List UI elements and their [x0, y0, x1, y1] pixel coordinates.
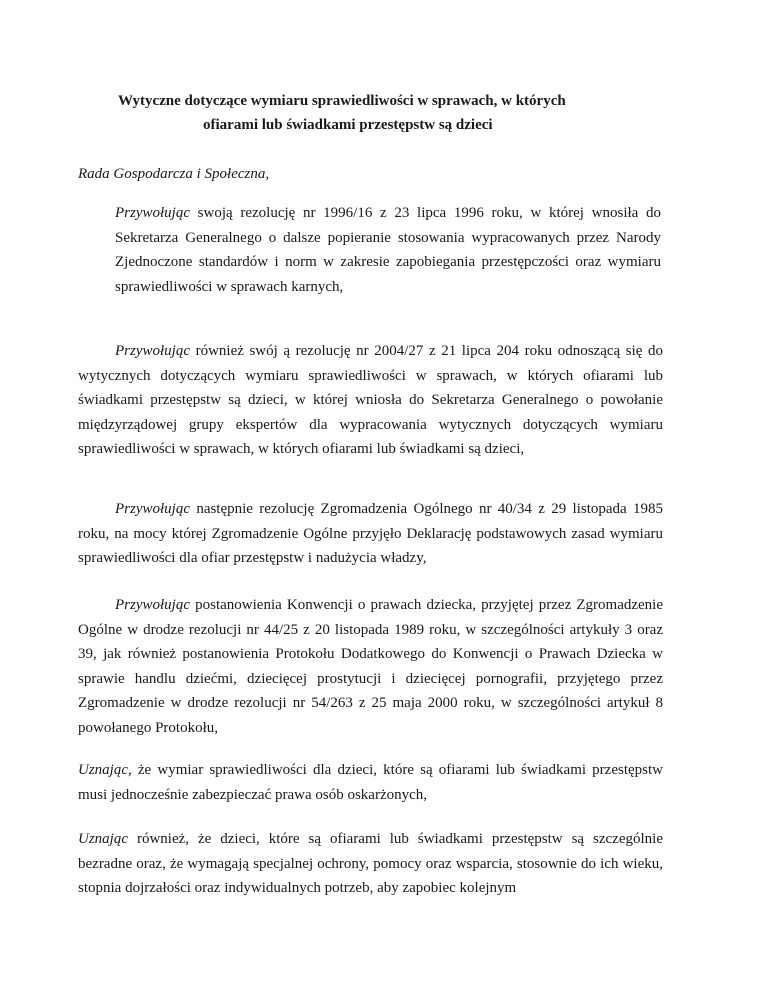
paragraph-2-text: również swój ą rezolucję nr 2004/27 z 21 lipca 204 roku odnoszącą się do wytycznych dotyczących wymiaru sprawiedliwości w sprawach, w których ofiarami lub świadkami przestępstw są dzieci, w której wniosła do Sekretarza Generalnego o powołanie międzyrządowej grupy ekspertów dla wypracowania wytycznych dotyczących wymiaru sprawiedliwości w sprawach, w których ofiarami lub świadkami są dzieci, — [78, 343, 663, 457]
paragraph-1-text: swoją rezolucję nr 1996/16 z 23 lipca 1996 roku, w której wnosiła do Sekretarza Generalnego o dalsze popieranie stosowania wypracowanych przez Narody Zjednoczone standardów i norm w zakresie zapobiegania przestępczości oraz wymiaru sprawiedliwości w sprawach karnych, — [115, 205, 661, 295]
paragraph-6-lead: Uznając — [78, 831, 128, 847]
paragraph-1-lead: Przywołując — [115, 205, 190, 221]
paragraph-3-lead: Przywołując — [115, 501, 190, 517]
paragraph-6 — [78, 827, 663, 901]
paragraph-4 — [78, 593, 663, 740]
paragraph-3-text: następnie rezolucję Zgromadzenia Ogólnego nr 40/34 z 29 listopada 1985 roku, na mocy której Zgromadzenie Ogólne przyjęło Deklarację podstawowych zasad wymiaru sprawiedliwości dla ofiar przestępstw i nadużycia władzy, — [78, 501, 663, 566]
paragraph-2-lead: Przywołując — [115, 343, 190, 359]
paragraph-5-text: że wymiar sprawiedliwości dla dzieci, które są ofiarami lub świadkami przestępstw musi jednocześnie zabezpieczać prawa osób oskarżonych, — [78, 762, 663, 803]
paragraph-2 — [78, 339, 663, 462]
paragraph-4-lead: Przywołując — [115, 597, 190, 613]
council-name: Rada Gospodarcza i Społeczna, — [78, 166, 270, 182]
paragraph-5 — [78, 758, 663, 807]
paragraph-6-text: również, że dzieci, które są ofiarami lub świadkami przestępstw są szczególnie bezradne oraz, że wymagają specjalnej ochrony, pomocy oraz wsparcia, stosownie do ich wieku, stopnia dojrzałości oraz indywidualnych potrzeb, aby zapobiec kolejnym — [78, 831, 663, 896]
paragraph-1 — [115, 201, 661, 299]
paragraph-5-lead: Uznając, — [78, 762, 132, 778]
document-title-line-1: Wytyczne dotyczące wymiaru sprawiedliwości w sprawach, w których — [118, 93, 566, 109]
document-title-line-2: ofiarami lub świadkami przestępstw są dzieci — [203, 117, 493, 133]
paragraph-4-text: postanowienia Konwencji o prawach dziecka, przyjętej przez Zgromadzenie Ogólne w drodze rezolucji nr 44/25 z 20 listopada 1989 roku, w szczególności artykuły 3 oraz 39, jak również postanowienia Protokołu Dodatkowego do Konwencji o Prawach Dziecka w sprawie handlu dziećmi, dziecięcej prostytucji i dziecięcej pornografii, przyjętego przez Zgromadzenie w drodze rezolucji nr 54/263 z 25 maja 2000 roku, w szczególności artykuł 8 powołanego Protokołu, — [78, 597, 663, 736]
paragraph-3 — [78, 497, 663, 571]
